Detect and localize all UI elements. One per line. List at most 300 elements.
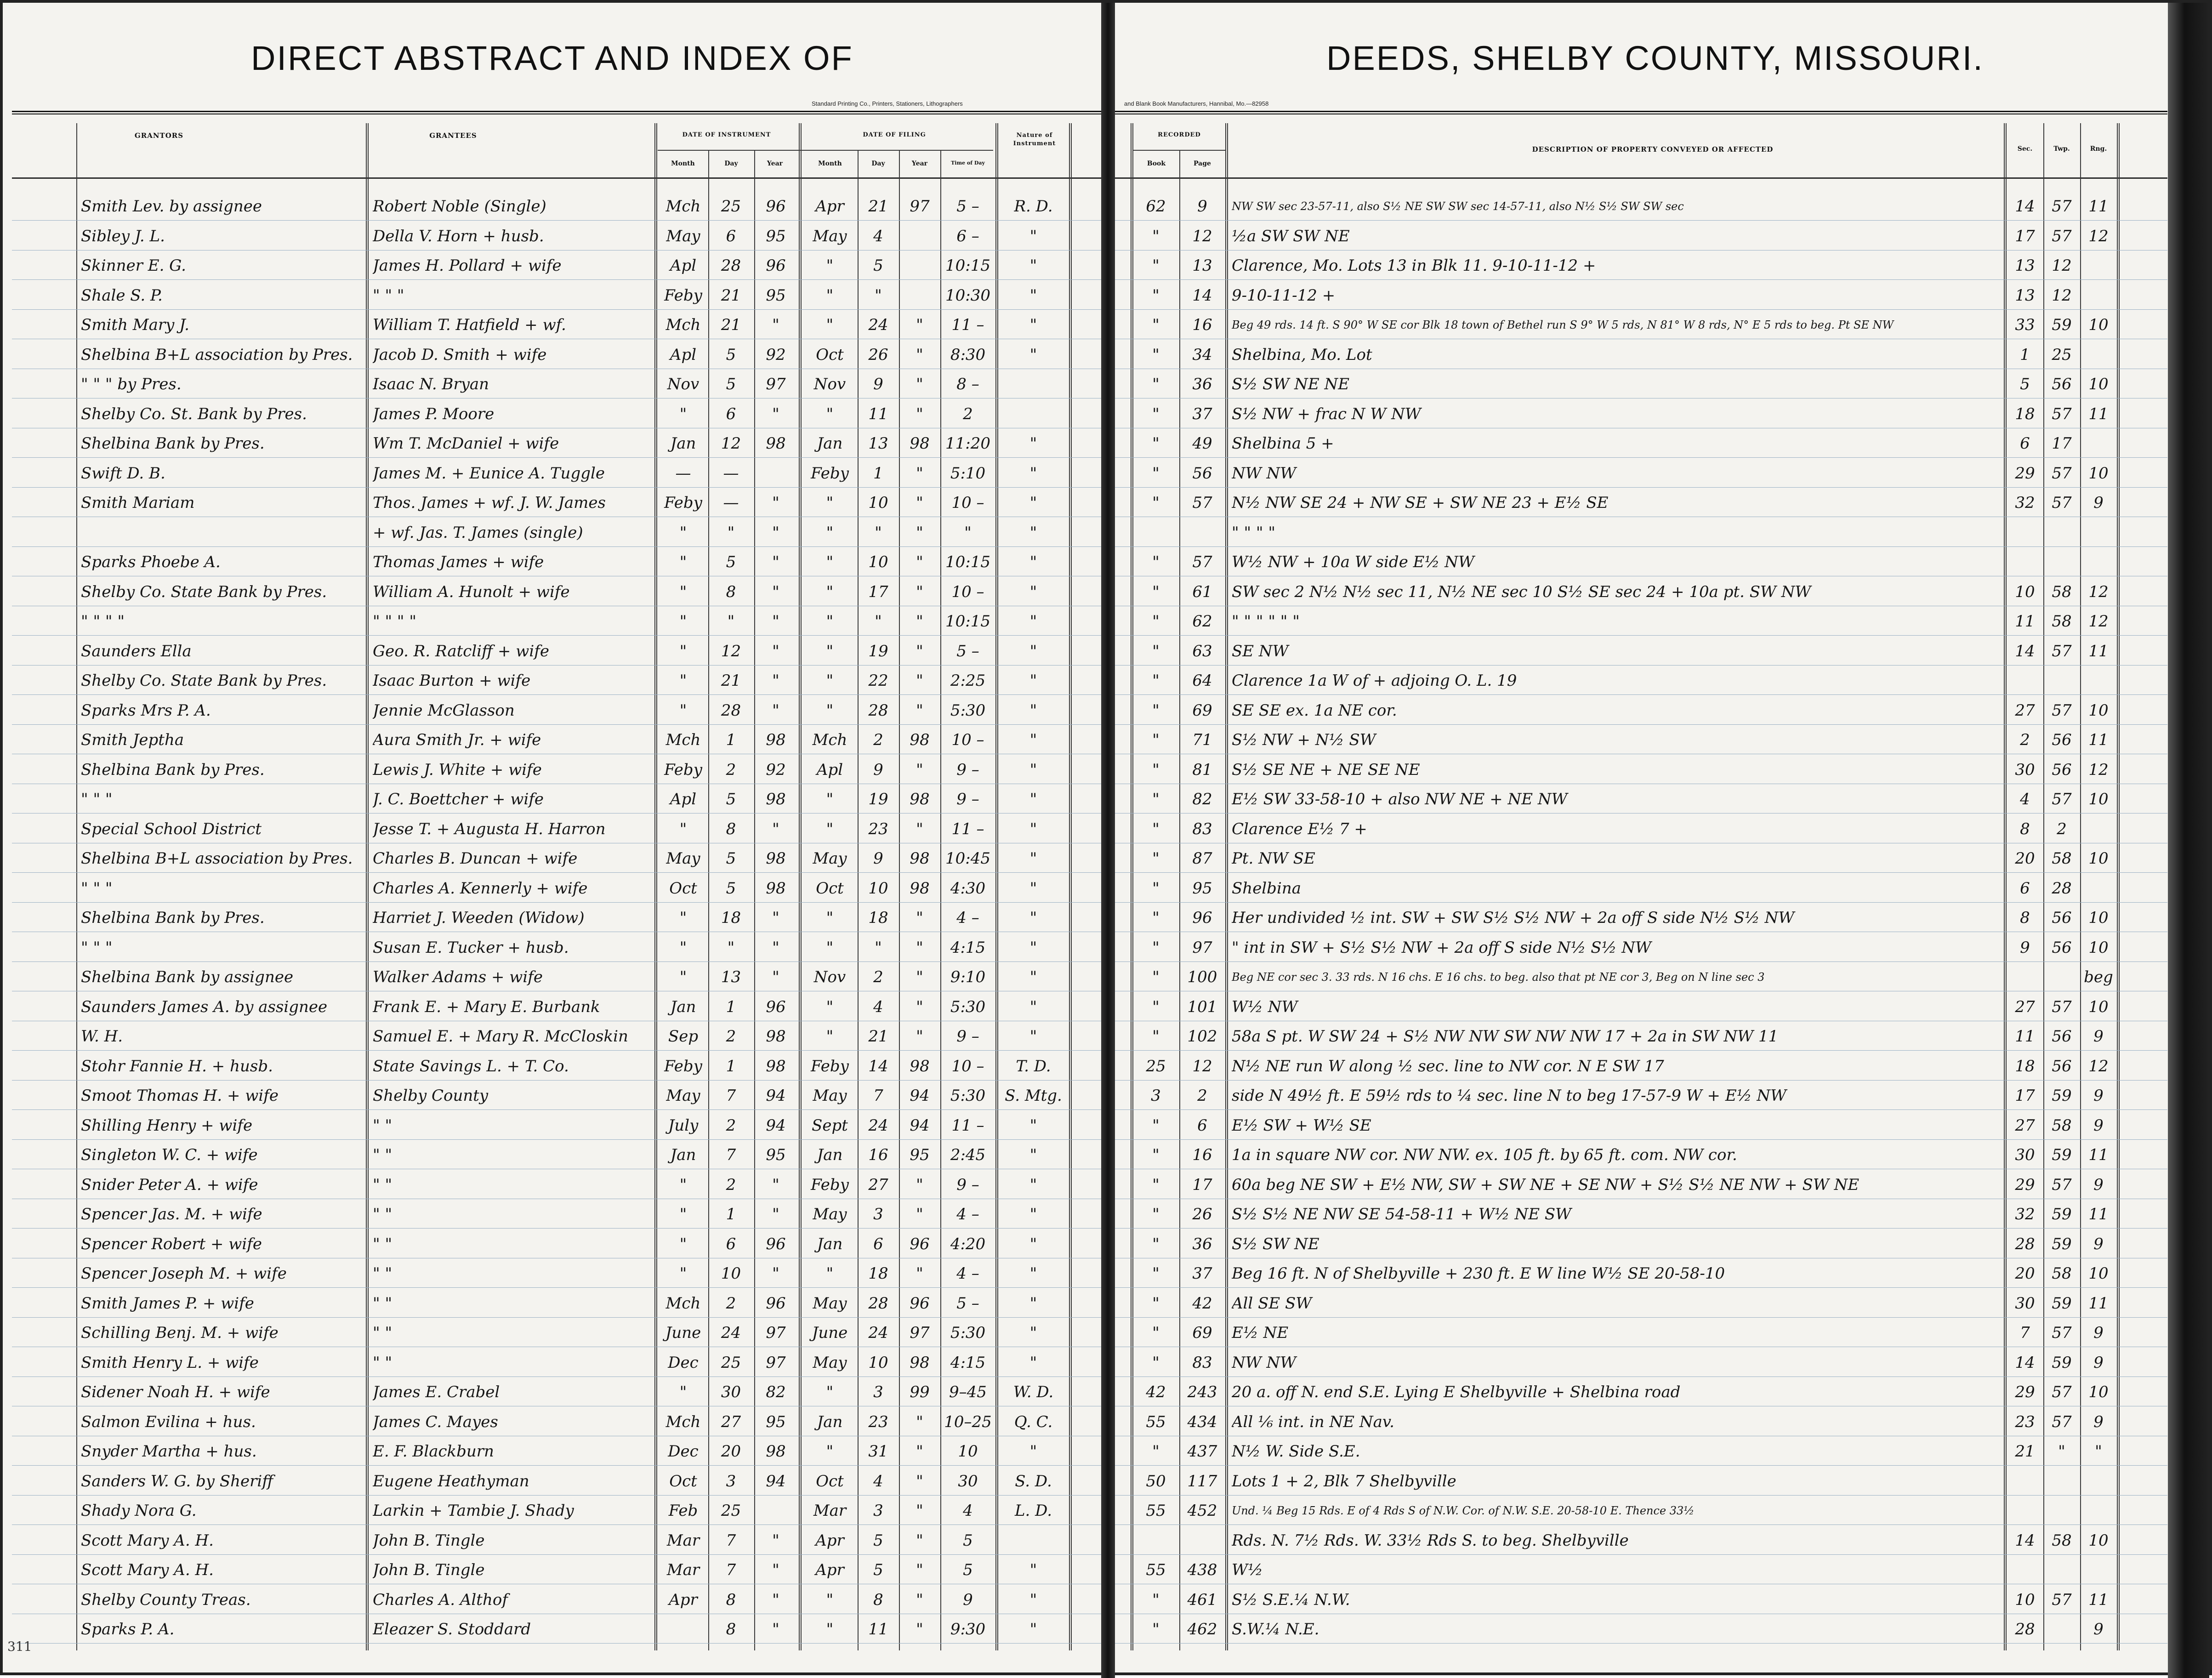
cell-id: 10 — [721, 1264, 741, 1283]
cell-page: 462 — [1187, 1620, 1217, 1638]
cell-iy: 95 — [766, 1412, 786, 1431]
cell-twp: 12 — [2052, 256, 2072, 275]
cell-desc: W½ NW + 10a W side E½ NW — [1232, 553, 1474, 571]
cell-iy: 82 — [766, 1383, 786, 1401]
ledger-row-right — [1115, 1081, 2167, 1110]
cell-fm: Sept — [812, 1116, 848, 1135]
cell-book: " — [1152, 731, 1160, 749]
cell-rng: 9 — [2093, 1412, 2104, 1431]
cell-desc: Beg 49 rds. 14 ft. S 90° W SE cor Blk 18 town of Bethel run S 9° W 5 rds, N 81° W 8 rds, N° E 5 rds to beg. Pt SE NW — [1232, 319, 1894, 331]
cell-iy: 98 — [766, 790, 786, 808]
cell-twp: 56 — [2052, 909, 2072, 927]
cell-desc: SE NW — [1232, 642, 1289, 660]
cell-iy: " — [772, 701, 779, 720]
cell-fm: " — [826, 671, 834, 690]
cell-grantee: Larkin + Tambie J. Shady — [373, 1502, 574, 1520]
cell-page: 9 — [1197, 197, 1207, 216]
cell-grantor: Sparks Mrs P. A. — [81, 701, 211, 720]
cell-grantee: Robert Noble (Single) — [373, 197, 546, 216]
cell-page: 81 — [1192, 760, 1212, 779]
cell-fd: 16 — [868, 1146, 888, 1164]
cell-fy: " — [916, 997, 923, 1016]
ledger-row-left — [12, 1318, 1101, 1347]
cell-rng: 12 — [2088, 1057, 2109, 1075]
cell-rng — [2081, 875, 2116, 902]
cell-iy: 96 — [766, 1234, 786, 1253]
cell-sec: 11 — [2015, 612, 2035, 631]
cell-sec: 1 — [2020, 345, 2030, 364]
cell-grantor: Sparks Phoebe A. — [81, 553, 221, 571]
cell-fm: Apr — [815, 197, 844, 216]
cell-sec: 32 — [2015, 1205, 2035, 1223]
cell-grantee: Charles B. Duncan + wife — [373, 849, 578, 868]
ledger-row-right — [1115, 1199, 2167, 1229]
cell-id: 5 — [726, 879, 736, 898]
ledger-row-left — [12, 1288, 1101, 1318]
cell-fd: 24 — [868, 316, 888, 334]
cell-id: 21 — [721, 316, 741, 334]
cell-iy: 98 — [766, 434, 786, 453]
cell-twp: 56 — [2052, 760, 2072, 779]
cell-iy — [755, 1497, 796, 1524]
cell-fm: Jan — [817, 1412, 843, 1431]
cell-t: 10:30 — [945, 286, 990, 305]
cell-twp: 57 — [2052, 1383, 2072, 1401]
cell-id: " — [727, 612, 735, 631]
cell-desc: Shelbina, Mo. Lot — [1232, 345, 1372, 364]
cell-id: 25 — [721, 1502, 741, 1520]
cell-desc: 60a beg NE SW + E½ NW, SW + SW NE + SE NW + S½ S½ NE NW + SW NE — [1232, 1175, 1859, 1194]
ledger-row-right — [1115, 992, 2167, 1021]
cell-book: " — [1152, 434, 1160, 453]
cell-id: 5 — [726, 345, 736, 364]
printer-imprint-right: and Blank Book Manufacturers, Hannibal, Mo.—82958 — [1124, 100, 1269, 107]
cell-twp: 57 — [2052, 790, 2072, 808]
cell-sec: 9 — [2020, 938, 2030, 957]
cell-nat: S. D. — [1015, 1472, 1052, 1490]
cell-book: " — [1152, 582, 1160, 601]
cell-grantor: Saunders Ella — [81, 642, 192, 660]
cell-fm: Oct — [816, 879, 844, 898]
cell-sec: 27 — [2015, 997, 2035, 1016]
cell-twp: 58 — [2052, 1531, 2072, 1550]
cell-nat: " — [1029, 1264, 1037, 1283]
cell-sec: 8 — [2020, 909, 2030, 927]
cell-desc: Beg 16 ft. N of Shelbyville + 230 ft. E W line W½ SE 20-58-10 — [1232, 1264, 1725, 1283]
cell-iy: 98 — [766, 879, 786, 898]
cell-book — [1133, 519, 1178, 546]
cell-t: 10 – — [951, 582, 984, 601]
cell-fd: 1 — [873, 464, 883, 483]
cell-page: 36 — [1192, 375, 1212, 393]
cell-id: 5 — [726, 790, 736, 808]
cell-t: 11:20 — [945, 434, 990, 453]
cell-im: Mch — [665, 731, 701, 749]
cell-t: 10:45 — [945, 849, 990, 868]
cell-sec: 6 — [2020, 879, 2030, 898]
ledger-row-left — [12, 577, 1101, 606]
right-page — [1115, 3, 2167, 1678]
cell-grantee: William T. Hatfield + wf. — [373, 316, 566, 334]
cell-desc: Und. ¼ Beg 15 Rds. E of 4 Rds S of N.W. Cor. of N.W. S.E. 20-58-10 E. Thence 33½ — [1232, 1504, 1695, 1517]
cell-fy: 94 — [910, 1116, 930, 1135]
ledger-row-left — [12, 310, 1101, 339]
ledger-row-left — [12, 399, 1101, 428]
ledger-row-right — [1115, 1229, 2167, 1258]
cell-id: 28 — [721, 256, 741, 275]
ledger-row-right — [1115, 755, 2167, 784]
cell-fd: 4 — [873, 1472, 883, 1490]
cell-iy: 96 — [766, 997, 786, 1016]
cell-book: " — [1152, 1205, 1160, 1223]
cell-t: 9 – — [956, 760, 979, 779]
cell-fm: " — [826, 642, 834, 660]
cell-iy: 98 — [766, 849, 786, 868]
cell-grantee: Geo. R. Ratcliff + wife — [373, 642, 549, 660]
cell-page: 97 — [1192, 938, 1212, 957]
cell-grantor: Stohr Fannie H. + husb. — [81, 1057, 273, 1075]
cell-nat: " — [1029, 1353, 1037, 1372]
cell-page: 26 — [1192, 1205, 1212, 1223]
cell-nat: " — [1029, 523, 1037, 542]
cell-page: 452 — [1187, 1502, 1217, 1520]
cell-book: " — [1152, 909, 1160, 927]
cell-t: 11 – — [951, 316, 984, 334]
cell-fy: 95 — [910, 1146, 930, 1164]
cell-id: 7 — [726, 1561, 736, 1579]
cell-fm: " — [826, 819, 834, 838]
cell-rng: 12 — [2088, 227, 2109, 245]
cell-nat: " — [1029, 1205, 1037, 1223]
cell-rng: 11 — [2088, 1146, 2109, 1164]
cell-desc: W½ NW — [1232, 997, 1298, 1016]
cell-page: 71 — [1192, 731, 1212, 749]
ledger-row-right — [1115, 399, 2167, 428]
cell-twp: 57 — [2052, 1324, 2072, 1342]
cell-grantee: Frank E. + Mary E. Burbank — [373, 997, 600, 1016]
cell-desc: S.W.¼ N.E. — [1232, 1620, 1319, 1638]
cell-sec: 17 — [2015, 227, 2035, 245]
cell-fd: 10 — [868, 553, 888, 571]
cell-im: Feby — [664, 1057, 702, 1075]
cell-sec: 18 — [2015, 1057, 2035, 1075]
cell-grantor: Smith Jeptha — [81, 731, 184, 749]
cell-fd: 5 — [873, 256, 883, 275]
cell-page: 461 — [1187, 1590, 1217, 1609]
cell-grantee: Lewis J. White + wife — [373, 760, 542, 779]
cell-rng — [2081, 667, 2116, 694]
ledger-row-right — [1115, 725, 2167, 754]
cell-id: 3 — [726, 1472, 736, 1490]
cell-page: 100 — [1187, 968, 1217, 986]
ledger-row-right — [1115, 784, 2167, 813]
cell-iy: " — [772, 1531, 779, 1550]
ledger-row-left — [12, 1525, 1101, 1555]
cell-fy: " — [916, 1205, 923, 1223]
cell-grantor: Schilling Benj. M. + wife — [81, 1324, 279, 1342]
cell-nat: T. D. — [1016, 1057, 1051, 1075]
cell-rng: 11 — [2088, 731, 2109, 749]
cell-nat — [1000, 371, 1067, 398]
cell-t: 9:30 — [950, 1620, 986, 1638]
cell-twp: 56 — [2052, 1057, 2072, 1075]
cell-t: 5 – — [956, 642, 979, 660]
cell-page: 102 — [1187, 1027, 1217, 1046]
cell-twp: 57 — [2052, 642, 2072, 660]
cell-page: 13 — [1192, 256, 1212, 275]
cell-t: 5 — [963, 1561, 973, 1579]
cell-rng: 10 — [2088, 464, 2109, 483]
cell-sec: 30 — [2015, 1294, 2035, 1313]
cell-fd: 5 — [873, 1561, 883, 1579]
cell-fm: May — [813, 227, 847, 245]
cell-id: 24 — [721, 1324, 741, 1342]
cell-im: Apl — [670, 790, 697, 808]
cell-iy: " — [772, 642, 779, 660]
cell-twp: 58 — [2052, 1116, 2072, 1135]
cell-rng: 9 — [2093, 1620, 2104, 1638]
cell-page: 37 — [1192, 404, 1212, 423]
cell-im: Apl — [670, 256, 697, 275]
cell-sec: 6 — [2020, 434, 2030, 453]
ledger-row-right — [1115, 547, 2167, 576]
cell-book: 50 — [1146, 1472, 1166, 1490]
cell-grantee: Charles A. Kennerly + wife — [373, 879, 588, 898]
cell-nat: " — [1029, 1324, 1037, 1342]
cell-page: 49 — [1192, 434, 1212, 453]
ledger-row-left — [12, 458, 1101, 488]
cell-id: 25 — [721, 197, 741, 216]
cell-rng — [2081, 282, 2116, 309]
cell-fy: " — [916, 819, 923, 838]
cell-fd: 21 — [868, 197, 888, 216]
cell-book: " — [1152, 1146, 1160, 1164]
cell-rng: 9 — [2093, 1234, 2104, 1253]
cell-fy: " — [916, 1561, 923, 1579]
cell-iy: " — [772, 582, 779, 601]
header-inst-year: Year — [767, 160, 783, 167]
cell-grantor: Smith Mary J. — [81, 316, 189, 334]
cell-page: 12 — [1192, 227, 1212, 245]
cell-desc: SW sec 2 N½ N½ sec 11, N½ NE sec 10 S½ SE sec 24 + 10a pt. SW NW — [1232, 582, 1811, 601]
ledger-row-left — [12, 1585, 1101, 1614]
cell-page: 36 — [1192, 1234, 1212, 1253]
cell-grantee: " " " — [373, 286, 404, 305]
cell-desc: Clarence, Mo. Lots 13 in Blk 11. 9-10-11-12 + — [1232, 256, 1596, 275]
ledger-row-right — [1115, 191, 2167, 221]
cell-grantee: Wm T. McDaniel + wife — [373, 434, 559, 453]
cell-page: 83 — [1192, 1353, 1212, 1372]
cell-id: 30 — [721, 1383, 741, 1401]
cell-nat: " — [1029, 612, 1037, 631]
cell-fy: " — [916, 1472, 923, 1490]
cell-desc: 20 a. off N. end S.E. Lying E Shelbyville + Shelbina road — [1232, 1383, 1681, 1401]
cell-rng — [2081, 519, 2116, 546]
cell-rng — [2081, 1468, 2116, 1495]
cell-iy: " — [772, 404, 779, 423]
header-bottom-rule-left — [12, 177, 1101, 179]
cell-id: 28 — [721, 701, 741, 720]
cell-fy: " — [916, 1442, 923, 1461]
cell-book: " — [1152, 256, 1160, 275]
header-sec: Sec. — [2017, 145, 2033, 153]
cell-desc: N½ NW SE 24 + NW SE + SW NE 23 + E½ SE — [1232, 494, 1609, 512]
cell-grantor: Sidener Noah H. + wife — [81, 1383, 270, 1401]
cell-grantor: Scott Mary A. H. — [81, 1561, 214, 1579]
header-book: Book — [1147, 160, 1166, 167]
header-twp: Twp. — [2053, 145, 2070, 153]
cell-rng — [2081, 549, 2116, 575]
cell-fm: " — [826, 523, 834, 542]
cell-t: 5:30 — [950, 997, 986, 1016]
cell-iy: " — [772, 1561, 779, 1579]
cell-grantor: " " " — [81, 790, 113, 808]
cell-grantor: Scott Mary A. H. — [81, 1531, 214, 1550]
cell-twp: 59 — [2052, 1205, 2072, 1223]
ledger-row-left — [12, 1496, 1101, 1525]
cell-desc: E½ SW 33-58-10 + also NW NE + NE NW — [1232, 790, 1568, 808]
cell-nat: L. D. — [1014, 1502, 1052, 1520]
ledger-row-right — [1115, 1614, 2167, 1644]
ledger-row-right — [1115, 1555, 2167, 1584]
cell-book: 42 — [1146, 1383, 1166, 1401]
cell-fm: May — [813, 1294, 847, 1313]
ledger-row-right — [1115, 1140, 2167, 1169]
cell-id: 2 — [726, 1175, 736, 1194]
cell-im: June — [665, 1324, 701, 1342]
cell-page: 6 — [1197, 1116, 1207, 1135]
cell-twp: 56 — [2052, 1027, 2072, 1046]
cell-id: 21 — [721, 671, 741, 690]
ledger-row-right — [1115, 1348, 2167, 1377]
cell-desc: Shelbina — [1232, 879, 1301, 898]
ledger-row-left — [12, 666, 1101, 695]
ledger-row-right — [1115, 1585, 2167, 1614]
cell-desc: E½ SW + W½ SE — [1232, 1116, 1371, 1135]
cell-fm: " — [826, 790, 834, 808]
cell-grantor: Smith Henry L. + wife — [81, 1353, 259, 1372]
cell-iy: 98 — [766, 1442, 786, 1461]
cell-im: " — [679, 642, 687, 660]
book-edge — [2168, 3, 2209, 1678]
cell-fm: " — [826, 494, 834, 512]
cell-sec: 20 — [2015, 1264, 2035, 1283]
cell-fm: Feby — [811, 1175, 849, 1194]
cell-twp: 57 — [2052, 464, 2072, 483]
cell-fy: " — [916, 1620, 923, 1638]
cell-book: " — [1152, 1294, 1160, 1313]
cell-id: 6 — [726, 1234, 736, 1253]
cell-sec: 23 — [2015, 1412, 2035, 1431]
cell-page: 56 — [1192, 464, 1212, 483]
cell-sec: 27 — [2015, 1116, 2035, 1135]
cell-id: 7 — [726, 1531, 736, 1550]
cell-book: 55 — [1146, 1502, 1166, 1520]
cell-twp: 59 — [2052, 1294, 2072, 1313]
ledger-row-left — [12, 488, 1101, 517]
cell-page: 82 — [1192, 790, 1212, 808]
cell-grantee: John B. Tingle — [373, 1561, 485, 1579]
cell-iy: 92 — [766, 345, 786, 364]
cell-nat: " — [1029, 434, 1037, 453]
cell-im: " — [679, 612, 687, 631]
cell-fd: 14 — [868, 1057, 888, 1075]
cell-rng: 11 — [2088, 404, 2109, 423]
cell-fm: Jan — [817, 1234, 843, 1253]
cell-grantee: " " — [373, 1324, 392, 1342]
cell-rng: 10 — [2088, 1264, 2109, 1283]
cell-twp: 59 — [2052, 1353, 2072, 1372]
cell-id: " — [727, 938, 735, 957]
ledger-row-left — [12, 903, 1101, 932]
cell-fy: 98 — [910, 434, 930, 453]
cell-rng — [2081, 1497, 2116, 1524]
cell-grantee: " " — [373, 1264, 392, 1283]
cell-nat: S. Mtg. — [1005, 1086, 1062, 1105]
cell-book: " — [1152, 464, 1160, 483]
cell-fm: June — [812, 1324, 848, 1342]
ledger-row-left — [12, 873, 1101, 903]
cell-fd: 11 — [868, 404, 888, 423]
ledger-row-right — [1115, 458, 2167, 488]
cell-im: Mch — [665, 316, 701, 334]
cell-sec: 29 — [2015, 1175, 2035, 1194]
cell-fy: " — [916, 1175, 923, 1194]
cell-nat: " — [1029, 642, 1037, 660]
cell-id: 8 — [726, 819, 736, 838]
ledger-row-left — [12, 695, 1101, 725]
cell-sec: 18 — [2015, 404, 2035, 423]
cell-im: " — [679, 1205, 687, 1223]
cell-nat: " — [1029, 1442, 1037, 1461]
ledger-row-right — [1115, 1466, 2167, 1496]
cell-t: 5:30 — [950, 701, 986, 720]
cell-rng — [2081, 1557, 2116, 1583]
cell-nat: " — [1029, 286, 1037, 305]
cell-t: 5 – — [956, 197, 979, 216]
cell-iy: " — [772, 1205, 779, 1223]
ledger-row-right — [1115, 1110, 2167, 1140]
cell-id: 12 — [721, 434, 741, 453]
cell-im: Feby — [664, 760, 702, 779]
ledger-row-right — [1115, 843, 2167, 873]
cell-iy: " — [772, 1175, 779, 1194]
cell-fm: May — [813, 1353, 847, 1372]
cell-t: 10:15 — [945, 256, 990, 275]
ledger-row-right — [1115, 814, 2167, 843]
cell-sec: 4 — [2020, 790, 2030, 808]
cell-sec — [2007, 1497, 2042, 1524]
cell-fd: 3 — [873, 1205, 883, 1223]
ledger-row-right — [1115, 606, 2167, 636]
cell-desc: Beg NE cor sec 3. 33 rds. N 16 chs. E 16 chs. to beg. also that pt NE cor 3, Beg on N line sec 3 — [1232, 971, 1765, 984]
cell-grantee: " " — [373, 1146, 392, 1164]
ledger-row-left — [12, 636, 1101, 666]
cell-rng: 10 — [2088, 1531, 2109, 1550]
cell-t: 9 – — [956, 1175, 979, 1194]
cell-t: 4:20 — [950, 1234, 986, 1253]
ledger-row-right — [1115, 518, 2167, 547]
cell-rng: 9 — [2093, 1116, 2104, 1135]
ledger-row-right — [1115, 369, 2167, 398]
cell-nat: " — [1029, 553, 1037, 571]
cell-nat: " — [1029, 256, 1037, 275]
cell-t: 4:15 — [950, 1353, 986, 1372]
cell-fm: " — [826, 286, 834, 305]
cell-fm: " — [826, 553, 834, 571]
ledger-row-left — [12, 1110, 1101, 1140]
cell-id: 20 — [721, 1442, 741, 1461]
